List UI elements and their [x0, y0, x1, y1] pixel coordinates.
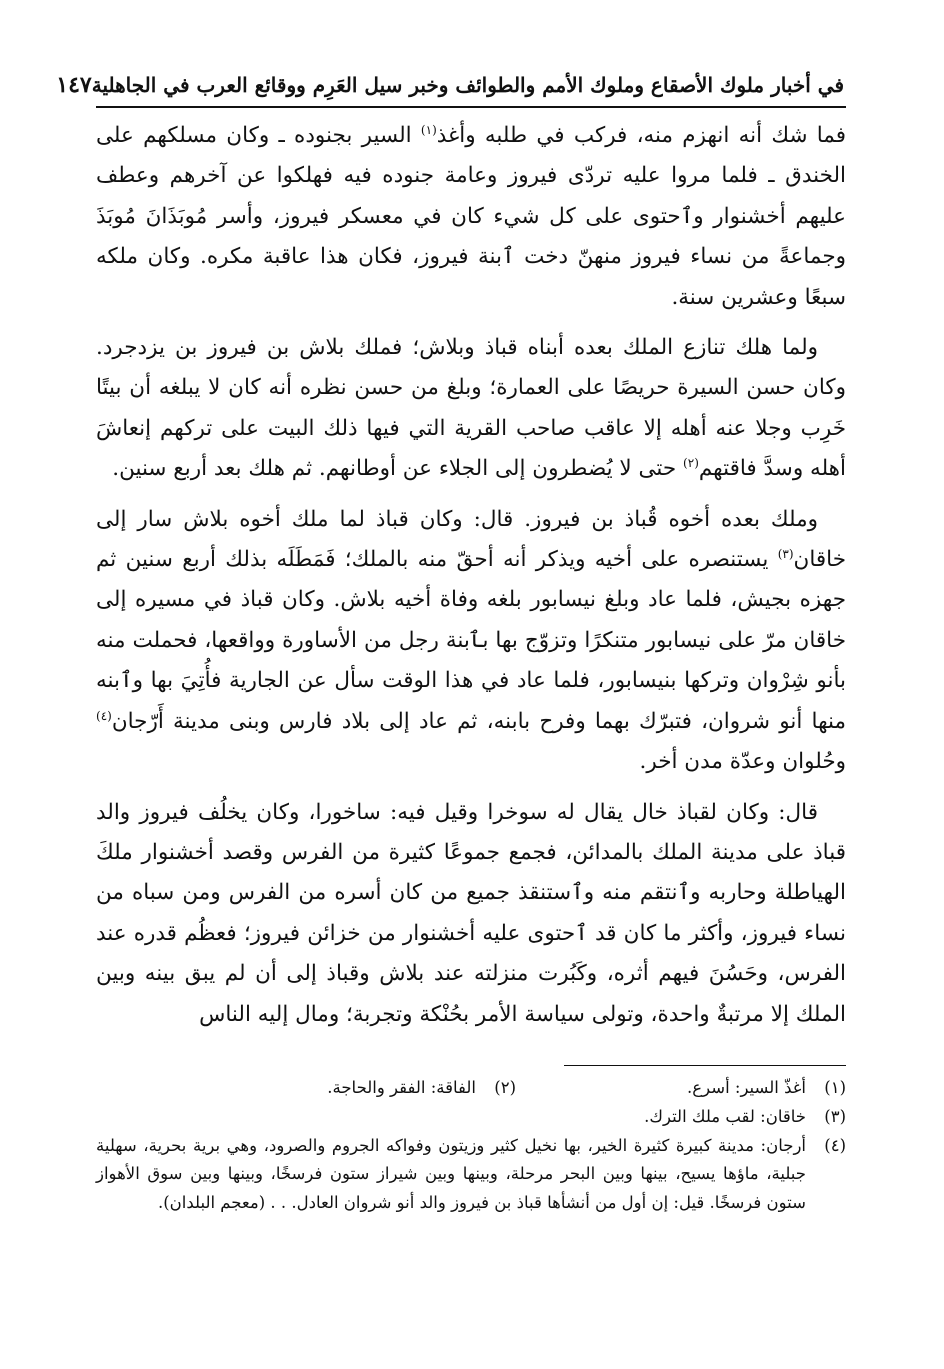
- footnote-4-text: أرجان: مدينة كبيرة كثيرة الخير، بها نخيل كثير وزيتون وفواكه الجروم والصرود، وهي برية بحرية، سهلية جبلية، ماؤها يسيح، بينها وبين البحر مرحلة، وبينها وبين شيراز ستون فرسخًا، وبينها وبين سوق الأهواز ستون فرسخًا. قيل: إن أول من أنشأها قباذ بن فيروز والد أنو شروان العادل. . . (معجم البلدان).: [96, 1135, 806, 1213]
- paragraph-1-text-b: السير بجنوده ـ وكان مسلكهم على الخندق ـ فلما مروا عليه تردّى فيروز وعامة جنوده فيه فهلكوا عن آخرهم وعطف عليهم أخشنوار وٱحتوى على كل شيء كان في معسكر فيروز، وأسر مُوبَذَانَ مُوبَذَ وجماعةً من نساء فيروز منهنّ دخت ٱبنة فيروز، فكان هذا عاقبة مكره. وكان ملكه سبعًا وعشرين سنة.: [96, 123, 846, 310]
- footnote-2-text: الفاقة: الفقر والحاجة.: [327, 1077, 476, 1097]
- footnote-2: [186, 1074, 516, 1103]
- footnotes: [96, 1074, 846, 1218]
- footnote-separator: [564, 1065, 846, 1066]
- main-text: [96, 116, 846, 1035]
- page-number: ١٤٧: [56, 72, 92, 98]
- paragraph-2-text-b: حتى لا يُضطرون إلى الجلاء عن أوطانهم. ثم هلك بعد أربع سنين.: [112, 456, 684, 482]
- footnote-2-number: (٢): [494, 1077, 516, 1097]
- footnote-1: [516, 1074, 846, 1103]
- footnote-3-text: خاقان: لقب ملك الترك.: [644, 1106, 806, 1126]
- footnote-4-number: (٤): [824, 1135, 846, 1155]
- footnote-ref-3: (٣): [777, 546, 794, 561]
- footnote-ref-2: (٢): [683, 456, 699, 471]
- paragraph-4-text: قال: وكان لقباذ خال يقال له سوخرا وقيل فيه: ساخورا، وكان يخلُف فيروز والد قباذ على مدينة الملك بالمدائن، فجمع جموعًا كثيرة من الفرس وقصد أخشنوار ملكَ الهياطلة وحاربه وٱنتقم منه وٱستنقذ جميع من كان أسره من الفرس ومن سباه من نساء فيروز، وأكثر ما كان قد ٱحتوى عليه أخشنوار من خزائن فيروز؛ فعظُم قدره عند الفرس، وحَسُنَ فيهم أثره، وكَبُرت منزلته عند بلاش وقباذ إلى أن لم يبق بينه وبين الملك إلا مرتبةٌ واحدة، وتولى سياسة الأمر بحُنْكة وتجربة؛ ومال إليه الناس: [96, 799, 846, 1027]
- paragraph-4: [96, 793, 846, 1035]
- paragraph-2: [96, 328, 846, 490]
- paragraph-3-text-c: وحُلوان وعدّة مدن أخر.: [639, 749, 846, 775]
- paragraph-1: [96, 116, 846, 318]
- footnote-4: [96, 1132, 846, 1218]
- footnote-1-text: أغذّ السير: أسرع.: [687, 1077, 806, 1097]
- running-header: [56, 70, 846, 108]
- paragraph-2-text-a: ولما هلك تنازع الملك بعده أبناه قباذ وبلاش؛ فملك بلاش بن فيروز بن يزدجرد. وكان حسن السيرة حريصًا على العمارة؛ وبلغ من حسن نظره أنه كان لا يبلغه أن بيتًا خَرِب وجلا عنه أهله إلا عاقب صاحب القرية التي فيها ذلك البيت على تركهم إنعاشَ أهله وسدَّ فاقتهم: [96, 335, 846, 482]
- paragraph-3-text-a: وملك بعده أخوه قُباذ بن فيروز. قال: وكان قباذ لما ملك أخوه بلاش سار إلى خاقان: [96, 506, 846, 573]
- footnote-3: [96, 1103, 846, 1132]
- footnote-ref-1: (١): [420, 122, 437, 137]
- paragraph-3-text-b: يستنصره على أخيه ويذكر أنه أحقّ منه بالملك؛ فَمَطَلَه بذلك أربع سنين ثم جهزه بجيش، فلما عاد وبلغ نيسابور بلغه وفاة أخيه بلاش. وكان قباذ في مسيره إلى خاقان مرّ على نيسابور متنكرًا وتزوّج بها بٱبنة رجل من الأساورة وواقعها، فحملت منه بأنو شِرْوان وتركها بنيسابور، فلما عاد في هذا الوقت سأل عن الجارية فأُتِيَ بها وٱبنه منها أنو شروان، فتبرّك بهما وفرح بابنه، ثم عاد إلى بلاد فارس وبنى مدينة أَرّجان: [96, 547, 846, 734]
- footnote-row-1: [96, 1074, 846, 1103]
- paragraph-3: [96, 500, 846, 783]
- running-title: في أخبار ملوك الأصقاع وملوك الأمم والطوائف وخبر سيل العَرِم ووقائع العرب في الجاهلية: [91, 73, 844, 97]
- footnote-1-number: (١): [824, 1077, 846, 1097]
- footnote-3-number: (٣): [824, 1106, 846, 1126]
- footnote-ref-4: (٤): [96, 708, 112, 723]
- book-page: [56, 70, 846, 1218]
- paragraph-1-text-a: فما شك أنه انهزم منه، فركب في طلبه وأغذ: [436, 123, 846, 148]
